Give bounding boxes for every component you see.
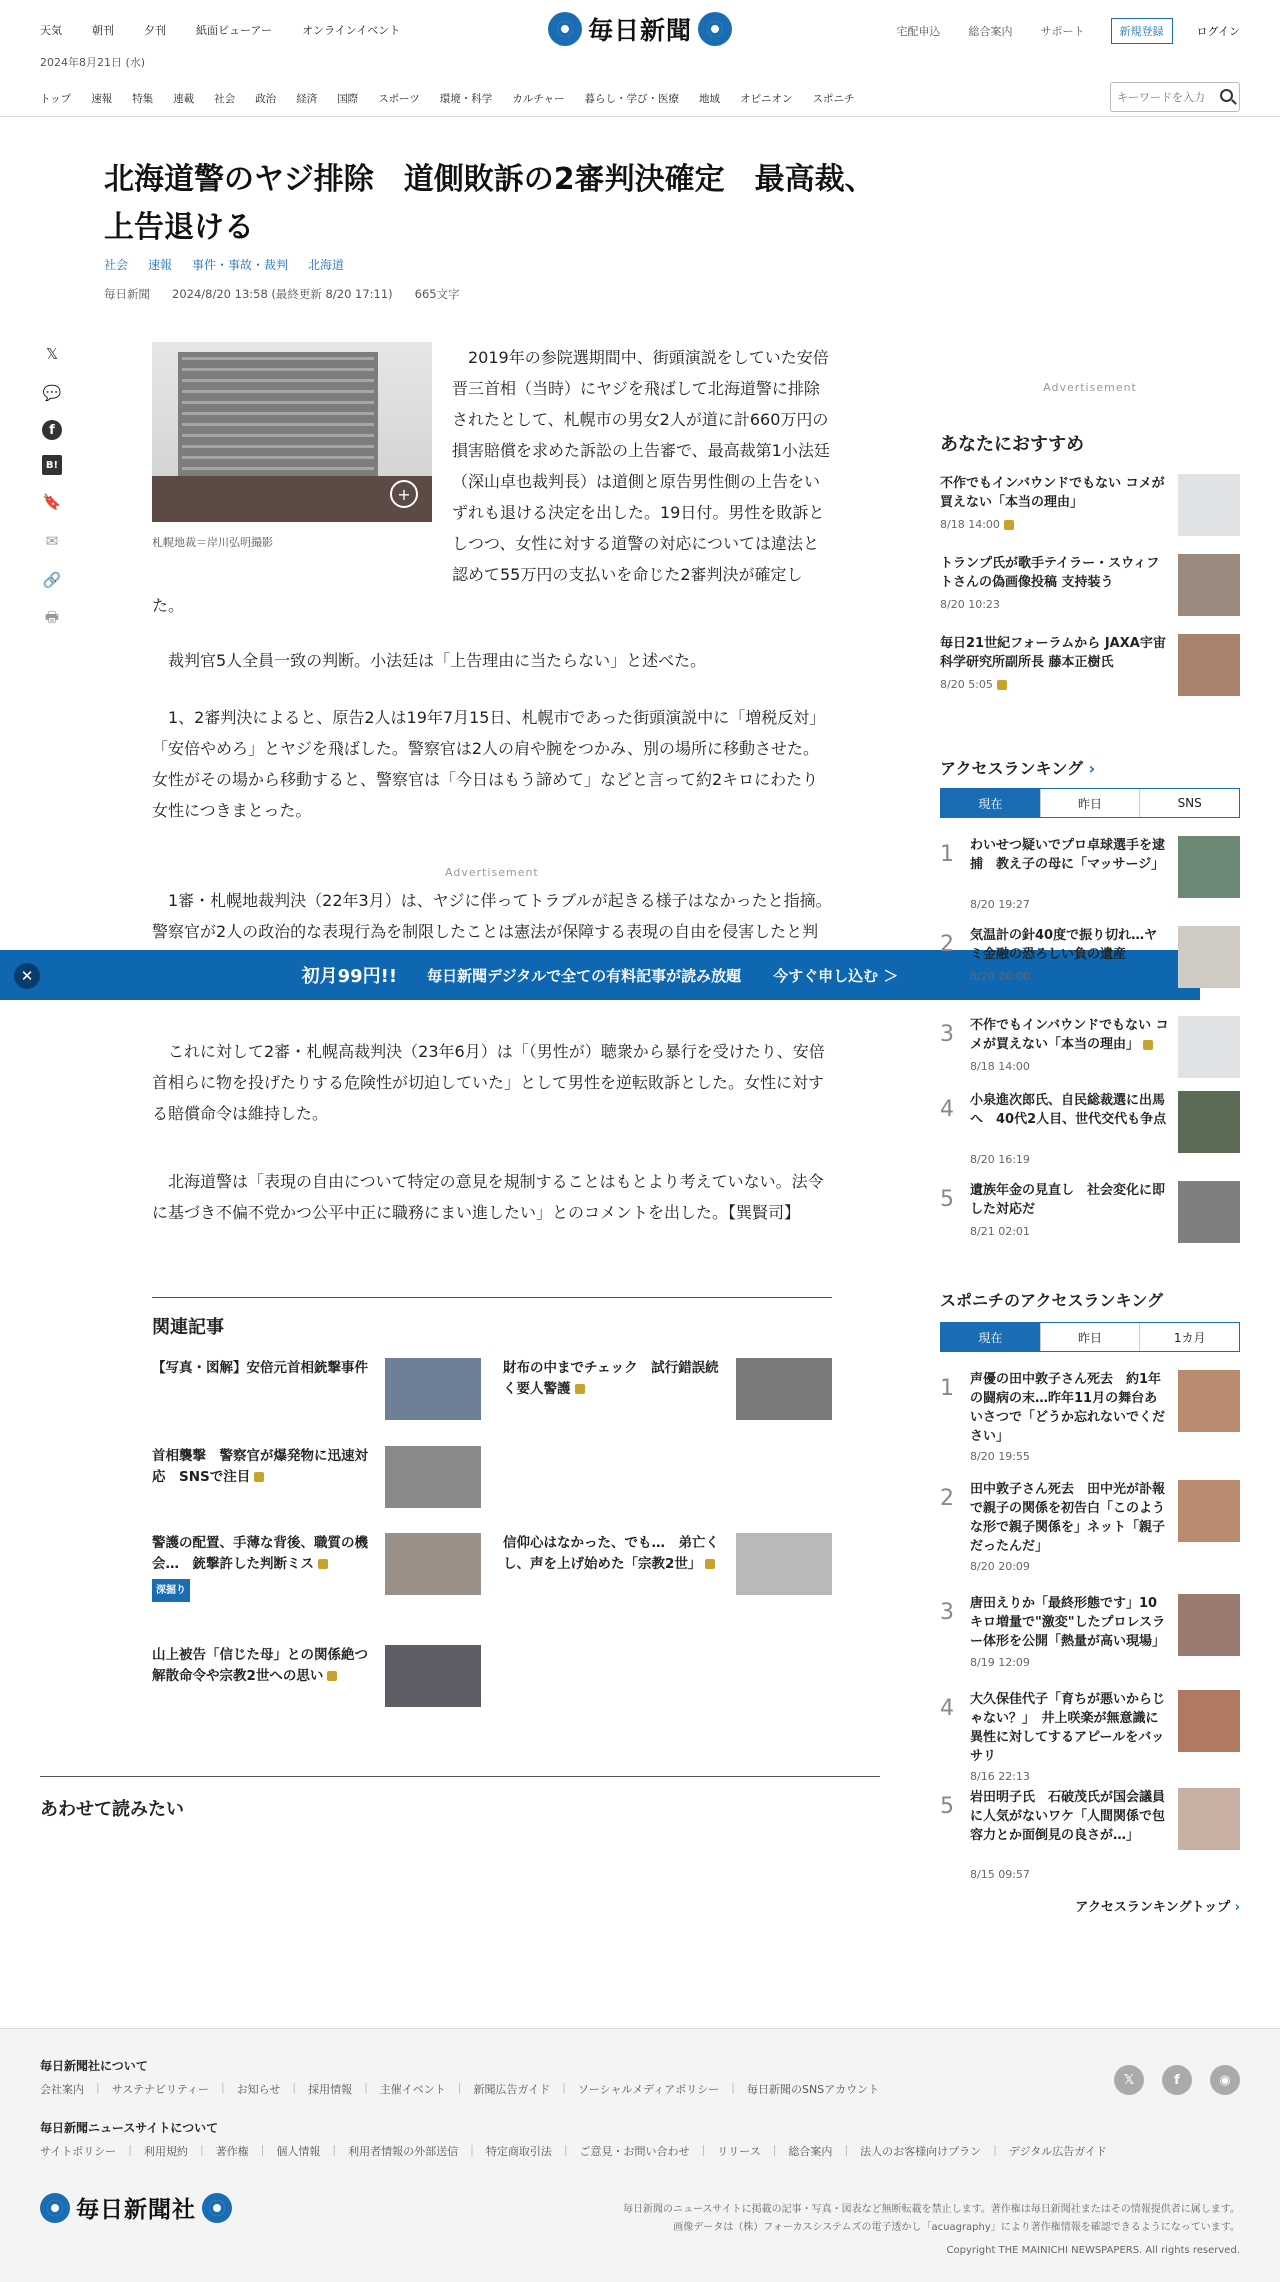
nav-divider xyxy=(0,116,1280,117)
tag-link[interactable]: 北海道 xyxy=(308,258,345,272)
related-item[interactable] xyxy=(152,1358,482,1428)
ranking-item-title: 唐田えりか「最終形態です」10キロ増量で"激変"したプロレスラー体形を公開「熱量が高い現場」 xyxy=(970,1596,1166,1649)
related-item-title: 山上被告「信じた母」との関係絶つ 解散命令や宗教2世への思い xyxy=(152,1647,382,1684)
register-button[interactable]: 新規登録 xyxy=(1111,18,1173,44)
related-item-title: 首相襲撃 警察官が爆発物に迅速対応 SNSで注目 xyxy=(152,1448,368,1485)
close-icon[interactable]: ✕ xyxy=(14,963,40,989)
link-morning[interactable]: 朝刊 xyxy=(92,24,114,37)
footer-logo-text: 毎日新聞社 xyxy=(76,2196,196,2223)
footer-link[interactable]: 新聞広告ガイド xyxy=(473,2083,551,2096)
lock-icon xyxy=(575,1384,585,1394)
footer-link[interactable]: お知らせ xyxy=(236,2083,281,2096)
footer-link[interactable]: 利用規約 xyxy=(143,2145,188,2158)
footer-link[interactable]: リリース xyxy=(717,2145,761,2158)
rank-number: 5 xyxy=(940,1794,954,1819)
recommend-thumbnail xyxy=(1178,634,1240,696)
footer-link[interactable]: 利用者情報の外部送信 xyxy=(348,2145,459,2158)
tab-current[interactable]: 現在 xyxy=(941,789,1040,817)
ranking-thumbnail xyxy=(1178,1016,1240,1078)
related-thumbnail xyxy=(736,1533,832,1595)
related-item-title: 信仰心はなかった、でも… 弟亡くし、声を上げ始めた「宗教2世」 xyxy=(503,1535,719,1572)
recommend-title: あなたにおすすめ xyxy=(940,434,1085,455)
ranking-item-title: 遺族年金の見直し 社会変化に即した対応だ xyxy=(970,1183,1166,1217)
tab-current[interactable]: 現在 xyxy=(941,1323,1040,1351)
related-thumbnail xyxy=(385,1533,481,1595)
ranking-section xyxy=(940,756,1240,1256)
nav-item[interactable]: トップ xyxy=(40,92,72,105)
footer-link[interactable]: 特定商取引法 xyxy=(485,2145,552,2158)
rank-number: 2 xyxy=(940,1486,954,1511)
logo-eye-icon xyxy=(202,2193,232,2223)
nav-item[interactable]: 連載 xyxy=(173,92,195,105)
recommend-thumbnail xyxy=(1178,474,1240,536)
article-title: 北海道警のヤジ排除 道側敗訴の2審判決確定 最高裁、上告退ける xyxy=(104,162,875,245)
ranking-thumbnail xyxy=(1178,1480,1240,1542)
ranking-thumbnail xyxy=(1178,1690,1240,1752)
ranking-tabs xyxy=(940,788,1240,818)
ranking-item-title: 大久保佳代子「育ちが悪いからじゃない？」 井上咲楽が無意識に異性に対してするアピールをバッサリ xyxy=(970,1692,1166,1764)
lock-icon xyxy=(1004,520,1014,530)
footer-site-title: 毎日新聞ニュースサイトについて xyxy=(40,2121,219,2135)
ranking-thumbnail xyxy=(1178,926,1240,988)
recommend-item[interactable] xyxy=(940,474,1240,538)
recommend-item[interactable] xyxy=(940,634,1240,698)
ranking-title[interactable]: アクセスランキング › xyxy=(940,759,1096,778)
top-right-links xyxy=(869,18,1240,44)
rank-number: 4 xyxy=(940,1696,954,1721)
lock-icon xyxy=(1143,1040,1153,1050)
sponichi-tabs xyxy=(940,1322,1240,1352)
chevron-right-icon: › xyxy=(1234,1900,1240,1915)
nav-item[interactable]: オピニオン xyxy=(739,92,793,105)
banner-price: 初月99円!! xyxy=(301,966,398,987)
link-evening[interactable]: 夕刊 xyxy=(144,24,166,37)
ranking-thumbnail xyxy=(1178,1594,1240,1656)
link-viewer[interactable]: 紙面ビューアー xyxy=(196,24,273,37)
bookmark-icon[interactable]: 🔖 xyxy=(42,493,62,511)
lock-icon xyxy=(327,1671,337,1681)
recommend-item-date: 8/20 5:05 xyxy=(940,678,993,691)
ranking-thumbnail xyxy=(1178,1181,1240,1243)
recommend-item-title: 毎日21世紀フォーラムから JAXA宇宙科学研究所副所長 藤本正樹氏 xyxy=(940,636,1166,670)
related-item[interactable] xyxy=(503,1533,833,1603)
logo-eye-icon xyxy=(40,2193,70,2223)
rank-number: 1 xyxy=(940,842,954,867)
footer-logo[interactable] xyxy=(40,2191,232,2224)
ranking-item-date: 8/20 19:27 xyxy=(970,898,1030,911)
main-nav xyxy=(40,84,1240,112)
rss-icon[interactable]: ◉ xyxy=(1210,2065,1240,2095)
photo-caption: 札幌地裁＝岸川弘明撮影 xyxy=(152,536,273,549)
footer-link[interactable]: 毎日新聞のSNSアカウント xyxy=(746,2083,880,2096)
related-item[interactable] xyxy=(152,1533,482,1623)
nav-item[interactable]: 地域 xyxy=(698,92,720,105)
nav-item[interactable]: スポーツ xyxy=(378,92,420,105)
related-thumbnail xyxy=(385,1358,481,1420)
article-paragraph: これに対して2審・札幌高裁判決（23年6月）は「（男性が）聴衆から暴行を受けたり、安倍首相らに物を投げたりする危険性が切迫していた」として男性を逆転敗訴とした。女性に対する賠償命令は維持した。 xyxy=(152,1042,825,1123)
search-input[interactable] xyxy=(1117,91,1217,104)
link-guide[interactable]: 総合案内 xyxy=(968,25,1013,38)
tag-link[interactable]: 事件・事故・裁判 xyxy=(192,258,289,272)
copyright: Copyright THE MAINICHI NEWSPAPERS. All rights reserved. xyxy=(946,2245,1240,2256)
related-title: 関連記事 xyxy=(152,1317,224,1338)
ranking-item-date: 8/15 09:57 xyxy=(970,1868,1030,1881)
nav-item[interactable]: 社会 xyxy=(214,92,236,105)
article-paragraph: 1審・札幌地裁判決（22年3月）は、ヤジに伴ってトラブルが起きる様子はなかったと指摘。警察官が2人の政治的な表現行為を制限したことは憲法が保障する表現の自由を侵害したと判 xyxy=(152,891,832,941)
related-thumbnail xyxy=(385,1645,481,1707)
print-icon[interactable]: 🖶 xyxy=(44,607,60,626)
link-delivery[interactable]: 宅配申込 xyxy=(896,25,941,38)
banner-cta[interactable]: 今すぐ申し込む ＞ xyxy=(773,966,899,985)
related-item-title: 警護の配置、手薄な背後、職質の機会… 銃撃許した判断ミス 深掘り xyxy=(152,1533,372,1602)
recommend-item-date: 8/20 10:23 xyxy=(940,598,1000,611)
rank-number: 3 xyxy=(940,1022,954,1047)
ranking-item-date: 8/16 22:13 xyxy=(970,1770,1030,1783)
x-share-icon[interactable]: 𝕏 xyxy=(45,345,59,363)
nav-item[interactable]: カルチャー xyxy=(512,92,565,105)
rank-number: 5 xyxy=(940,1187,954,1212)
sidebar-advertisement-label: Advertisement xyxy=(1043,381,1137,394)
tab-sns[interactable]: SNS xyxy=(1139,789,1239,817)
related-thumbnail xyxy=(385,1446,481,1508)
ranking-item-title: 不作でもインバウンドでもない コメが買えない「本当の理由」 xyxy=(970,1018,1169,1052)
lock-icon xyxy=(997,680,1007,690)
footer-notice: 毎日新聞のニュースサイトに掲載の記事・写真・図表など無断転載を禁止します。著作権は毎日新聞社またはその情報提供者に属します。 画像データは（株）フォーカスシステムズの電子透かし「acuagraphy」により著作権情報を確認できるようになっています。 xyxy=(623,2204,1240,2233)
related-thumbnail xyxy=(736,1358,832,1420)
footer-link[interactable]: サイトポリシー xyxy=(40,2145,117,2158)
top-left-links xyxy=(40,22,430,38)
ranking-thumbnail xyxy=(1178,1091,1240,1153)
nav-item[interactable]: 経済 xyxy=(296,92,318,105)
ranking-item-date: 8/18 14:00 xyxy=(970,1060,1030,1073)
footer-link[interactable]: 個人情報 xyxy=(276,2145,321,2158)
sponichi-ranking-title: スポニチのアクセスランキング xyxy=(940,1291,1164,1310)
lock-icon xyxy=(705,1559,715,1569)
article-char-count: 665文字 xyxy=(414,287,460,301)
nav-item[interactable]: 国際 xyxy=(337,92,359,105)
footer-link[interactable]: 主催イベント xyxy=(379,2083,446,2096)
tag-link[interactable]: 社会 xyxy=(104,258,129,272)
link-icon[interactable]: 🔗 xyxy=(42,571,62,589)
ranking-item-date: 8/20 20:09 xyxy=(970,1560,1030,1573)
facebook-icon[interactable]: f xyxy=(1162,2065,1192,2095)
footer-link[interactable]: ご意見・お問い合わせ xyxy=(579,2145,690,2158)
nav-item[interactable]: スポニチ xyxy=(812,92,855,105)
ranking-item-title: 岩田明子氏 石破茂氏が国会議員に人気がないワケ「人間関係で包容力とか面倒見の良さが…」 xyxy=(970,1790,1166,1843)
nav-item[interactable]: 環境・科学 xyxy=(439,92,493,105)
recommend-thumbnail xyxy=(1178,554,1240,616)
recommend-item-date: 8/18 14:00 xyxy=(940,518,1000,531)
social-links xyxy=(1114,2065,1240,2095)
mail-icon[interactable]: ✉ xyxy=(45,532,59,550)
article-source: 毎日新聞 xyxy=(104,287,150,301)
zoom-in-icon[interactable]: + xyxy=(390,480,418,508)
also-read-divider xyxy=(40,1776,880,1777)
related-item-title: 財布の中までチェック 試行錯誤続く要人警護 xyxy=(503,1360,719,1397)
hatena-bookmark-icon[interactable]: B! xyxy=(42,455,62,475)
current-date: 2024年8月21日 (水) xyxy=(40,56,146,69)
tab-yesterday[interactable]: 昨日 xyxy=(1040,789,1140,817)
article-paragraph: 1、2審判決によると、原告2人は19年7月15日、札幌市であった街頭演説中に「増税反対」「安倍やめろ」とヤジを飛ばした。警察官は2人の肩や腕をつかみ、別の場所に移動させた。女性がその場から移動すると、警察官は「今日はもう諦めて」などと言って約2キロにわたり女性につきまとった。 xyxy=(152,708,826,820)
ranking-item-title: 田中敦子さん死去 田中光が訃報で親子の関係を初告白「このような形で親子関係を」ネット「親子だったんだ」 xyxy=(970,1482,1166,1554)
tab-month[interactable]: 1カ月 xyxy=(1139,1323,1239,1351)
footer xyxy=(0,2028,1280,2282)
related-item[interactable] xyxy=(503,1358,833,1428)
article-paragraph: 2019年の参院選期間中、街頭演説をしていた安倍晋三首相（当時）にヤジを飛ばして北海道警に排除されたとして、札幌市の男女2人が道に計660万円の損害賠償を求めた訴訟の上告審で、最高裁第1小法廷（深山卓也裁判長）は道側と原告男性側の上告をいずれも退ける決定を出した。19日付。男性を敗訴としつつ、女性に対する道警の対応については違法と認めて55万円の支払いを命じた2審判決が確定した。 xyxy=(152,348,830,615)
logo-text: 毎日新聞 xyxy=(587,16,693,45)
tab-yesterday[interactable]: 昨日 xyxy=(1040,1323,1140,1351)
footer-about-links: 会社案内 | サステナビリティー | お知らせ | 採用情報 | 主催イベント | 新聞広告ガイド | ソーシャルメディアポリシー | 毎日新聞のSNSアカウント xyxy=(40,2081,880,2096)
chevron-right-icon: › xyxy=(1088,759,1096,778)
nav-item[interactable]: 政治 xyxy=(255,92,277,105)
footer-link[interactable]: 採用情報 xyxy=(308,2083,353,2096)
top-bar xyxy=(40,16,1240,45)
article-paragraph: 北海道警は「表現の自由について特定の意見を規制することはもとより考えていない。法令に基づき不偏不党かつ公平中正に職務にまい進したい」とのコメントを出した。【巽賢司】 xyxy=(152,1172,824,1222)
advertisement-label: Advertisement xyxy=(445,866,539,879)
also-read-title: あわせて読みたい xyxy=(40,1799,184,1820)
share-bar xyxy=(40,342,64,646)
login-button[interactable]: ログイン xyxy=(1196,25,1240,38)
link-weather[interactable]: 天気 xyxy=(40,24,62,37)
footer-site-links: サイトポリシー | 利用規約 | 著作権 | 個人情報 | 利用者情報の外部送信 | 特定商取引法 | ご意見・お問い合わせ | リリース | 総合案内 | 法人のお客様向けプラン | デジタル広告ガイド xyxy=(40,2143,1107,2158)
logo-eye-icon xyxy=(548,12,582,46)
ranking-item-date: 8/20 19:55 xyxy=(970,1450,1030,1463)
comment-icon[interactable]: 💬 xyxy=(42,384,62,402)
ranking-thumbnail xyxy=(1178,1788,1240,1850)
facebook-icon[interactable]: f xyxy=(42,420,62,440)
link-support[interactable]: サポート xyxy=(1040,25,1085,38)
rank-number: 1 xyxy=(940,1376,954,1401)
recommend-section xyxy=(940,430,1240,700)
ranking-item-title: わいせつ疑いでプロ卓球選手を逮捕 教え子の母に「マッサージ」 xyxy=(970,838,1166,872)
ranking-thumbnail xyxy=(1178,836,1240,898)
logo-eye-icon xyxy=(698,12,732,46)
footer-link[interactable]: 法人のお客様向けプラン xyxy=(860,2145,982,2158)
footer-link[interactable]: 著作権 xyxy=(215,2145,249,2158)
footer-link[interactable]: デジタル広告ガイド xyxy=(1008,2145,1107,2158)
lock-icon xyxy=(318,1559,328,1569)
related-divider xyxy=(152,1297,832,1298)
nav-item[interactable]: 特集 xyxy=(132,92,154,105)
related-item-title: 【写真・図解】安倍元首相銃撃事件 xyxy=(152,1360,368,1376)
ranking-item-title: 声優の田中敦子さん死去 約1年の闘病の末…昨年11月の舞台あいさつで「どうか忘れないでください」 xyxy=(970,1372,1166,1444)
recommend-item-title: 不作でもインバウンドでもない コメが買えない「本当の理由」 xyxy=(940,476,1165,510)
recommend-item-title: トランプ氏が歌手テイラー・スウィフトさんの偽画像投稿 支持装う xyxy=(940,556,1160,590)
footer-about-title: 毎日新聞社について xyxy=(40,2059,148,2073)
deep-dive-badge: 深掘り xyxy=(152,1579,190,1602)
banner-text: 毎日新聞デジタルで全ての有料記事が読み放題 xyxy=(427,966,742,985)
rank-number: 2 xyxy=(940,932,954,957)
related-item[interactable] xyxy=(152,1645,482,1715)
article-meta xyxy=(104,286,482,302)
article-timestamp: 2024/8/20 13:58 (最終更新 8/20 17:11) xyxy=(172,287,393,301)
ranking-top-link[interactable]: アクセスランキングトップ › xyxy=(1075,1900,1240,1915)
lock-icon xyxy=(254,1472,264,1482)
nav-item[interactable]: 暮らし・学び・医療 xyxy=(584,92,679,105)
footer-link[interactable]: 会社案内 xyxy=(40,2083,84,2096)
rank-number: 3 xyxy=(940,1600,954,1625)
ranking-item-date: 8/19 12:09 xyxy=(970,1656,1030,1669)
article-paragraph: 裁判官5人全員一致の判断。小法廷は「上告理由に当たらない」と述べた。 xyxy=(152,651,707,670)
ranking-item-title: 小泉進次郎氏、自民総裁選に出馬へ 40代2人目、世代交代も争点 xyxy=(970,1093,1167,1127)
nav-item[interactable]: 速報 xyxy=(91,92,113,105)
sponichi-ranking-section xyxy=(940,1288,1240,1908)
footer-link[interactable]: ソーシャルメディアポリシー xyxy=(577,2083,720,2096)
recommend-item[interactable] xyxy=(940,554,1240,618)
tag-link[interactable]: 速報 xyxy=(148,258,173,272)
footer-link[interactable]: 総合案内 xyxy=(788,2145,833,2158)
x-icon[interactable]: 𝕏 xyxy=(1114,2065,1144,2095)
site-logo[interactable] xyxy=(548,11,732,47)
ranking-item-date: 8/20 20:00 xyxy=(970,970,1030,983)
ranking-item-title: 気温計の針40度で振り切れ…ヤミ金融の恐ろしい負の遺産 xyxy=(970,928,1158,962)
search-box xyxy=(1110,82,1240,112)
rank-number: 4 xyxy=(940,1097,954,1122)
ranking-thumbnail xyxy=(1178,1370,1240,1432)
ranking-item-date: 8/21 02:01 xyxy=(970,1225,1030,1238)
ranking-item-date: 8/20 16:19 xyxy=(970,1153,1030,1166)
footer-link[interactable]: サステナビリティー xyxy=(111,2083,209,2096)
search-icon[interactable] xyxy=(1220,89,1233,102)
article-tags xyxy=(104,256,364,273)
related-item[interactable] xyxy=(152,1446,482,1516)
link-online-event[interactable]: オンラインイベント xyxy=(302,24,401,37)
